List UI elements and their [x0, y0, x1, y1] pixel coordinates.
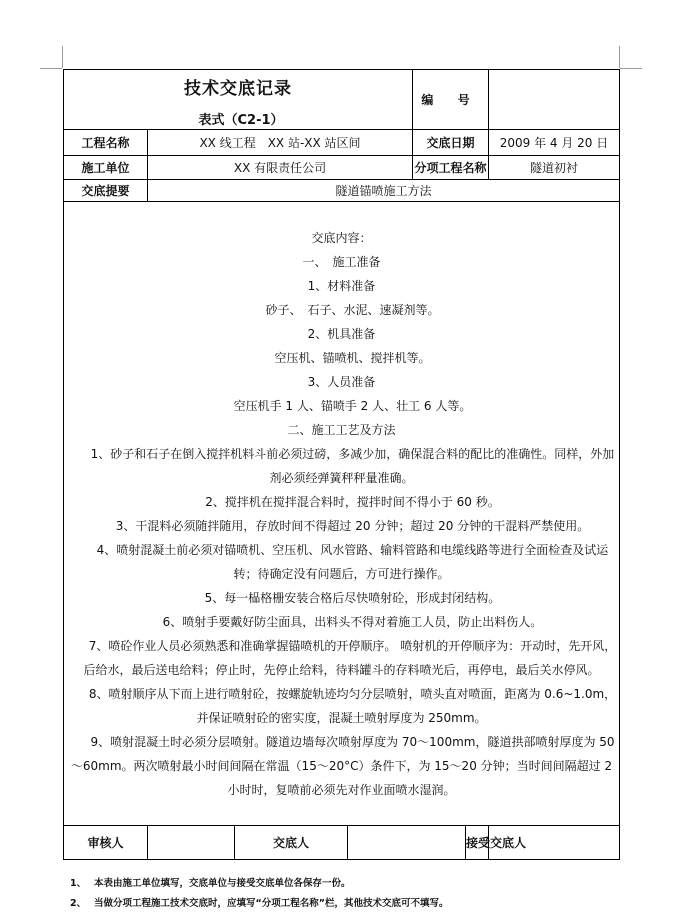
footnote-number: 2、 — [70, 898, 87, 909]
footnote — [70, 874, 449, 894]
step-6: 6、喷射手要戴好防尘面具，出料头不得对着施工人员，防止出料伤人。 — [162, 614, 543, 629]
footnote — [70, 894, 449, 914]
date-label: 交底日期 — [413, 130, 489, 156]
form-code: 表式（C2-1） — [198, 112, 284, 128]
summary-value[interactable]: 隧道锚喷施工方法 — [148, 180, 620, 202]
unit-value[interactable]: XX 有限责任公司 — [148, 156, 413, 180]
project-name-label: 工程名称 — [64, 130, 148, 156]
receiver-label: 接受交底人 — [466, 826, 489, 860]
subsection-equipment: 2、机具准备 — [307, 326, 376, 341]
reviewer-signature[interactable] — [148, 826, 235, 860]
step-2: 2、搅拌机在搅拌混合料时，搅拌时间不得小于 60 秒。 — [205, 494, 500, 509]
number-label: 编 号 — [413, 70, 489, 130]
footnote-number: 1、 — [70, 878, 87, 889]
disclosure-record-form — [63, 69, 620, 860]
project-name-value[interactable]: XX 线工程 XX 站-XX 站区间 — [148, 130, 413, 156]
step-1: 1、砂子和石子在倒入搅拌机料斗前必须过磅，多减少加，确保混合料的配比的准确性。同样，外加剂必须经弹簧秤秤量准确。 — [90, 446, 615, 485]
subproject-value[interactable]: 隧道初衬 — [489, 156, 620, 180]
content-heading: 交底内容： — [311, 230, 372, 245]
crop-mark-top-right-v — [619, 46, 620, 68]
number-value[interactable] — [489, 70, 620, 130]
crop-mark-top-left-v — [62, 46, 63, 68]
footnote-text: 当做分项工程施工技术交底时，应填写“分项工程名称”栏，其他技术交底可不填写。 — [94, 898, 449, 909]
step-4: 4、喷射混凝土前必须对锚喷机、空压机、风水管路、输料管路和电缆线路等进行全面检查及试运转；待确定没有问题后，方可进行操作。 — [96, 542, 609, 581]
footnotes — [70, 874, 449, 914]
step-9: 9、喷射混凝土时必须分层喷射。隧道边墙每次喷射厚度为 70～100mm，隧道拱部喷射厚度为 50～60mm。两次喷射最小时间间隔在常温（15～20°C）条件下，为 15～20 分钟；当时间间隔超过 2 小时时，复喷前必须先对作业面喷水湿润。 — [70, 734, 615, 797]
step-3: 3、干混料必须随拌随用，存放时间不得超过 20 分钟；超过 20 分钟的干混料严禁使用。 — [115, 518, 590, 533]
reviewer-label: 审核人 — [64, 826, 148, 860]
step-7: 7、喷砼作业人员必须熟悉和准确掌握锚喷机的开停顺序。 喷射机的开停顺序为：开动时，先开风，后给水，最后送电给料；停止时，先停止给料，待料罐斗的存料喷光后，再停电，最后关水停风。 — [83, 638, 617, 677]
summary-label: 交底提要 — [64, 180, 148, 202]
unit-label: 施工单位 — [64, 156, 148, 180]
step-8: 8、喷射顺序从下而上进行喷射砼，按螺旋轨迹均匀分层喷射，喷头直对喷面，距离为 0.6~1.0m，并保证喷射砼的密实度，混凝土喷射厚度为 250mm。 — [88, 686, 617, 725]
footnote-text: 本表由施工单位填写，交底单位与接受交底单位各保存一份。 — [94, 878, 351, 889]
date-value[interactable]: 2009 年 4 月 20 日 — [489, 130, 620, 156]
subsection-materials: 1、材料准备 — [307, 278, 376, 293]
subsection-personnel: 3、人员准备 — [307, 374, 376, 389]
personnel-list: 空压机手 1 人、锚喷手 2 人、壮工 6 人等。 — [233, 398, 472, 413]
step-5: 5、每一榀格栅安装合格后尽快喷射砼，形成封闭结构。 — [204, 590, 501, 605]
subproject-label: 分项工程名称 — [413, 156, 489, 180]
discloser-label: 交底人 — [235, 826, 348, 860]
crop-mark-top-right-h — [620, 68, 642, 69]
equipment-list: 空压机、锚喷机、搅拌机等。 — [274, 350, 431, 365]
crop-mark-top-left-h — [40, 68, 62, 69]
section-2-title: 二、施工工艺及方法 — [287, 422, 396, 437]
form-title-cell — [64, 70, 413, 130]
materials-list: 砂子、 石子、水泥、速凝剂等。 — [265, 302, 440, 317]
discloser-signature[interactable] — [348, 826, 466, 860]
form-title: 技术交底记录 — [184, 78, 292, 99]
disclosure-content — [64, 202, 620, 826]
section-1-title: 一、 施工准备 — [302, 254, 381, 269]
